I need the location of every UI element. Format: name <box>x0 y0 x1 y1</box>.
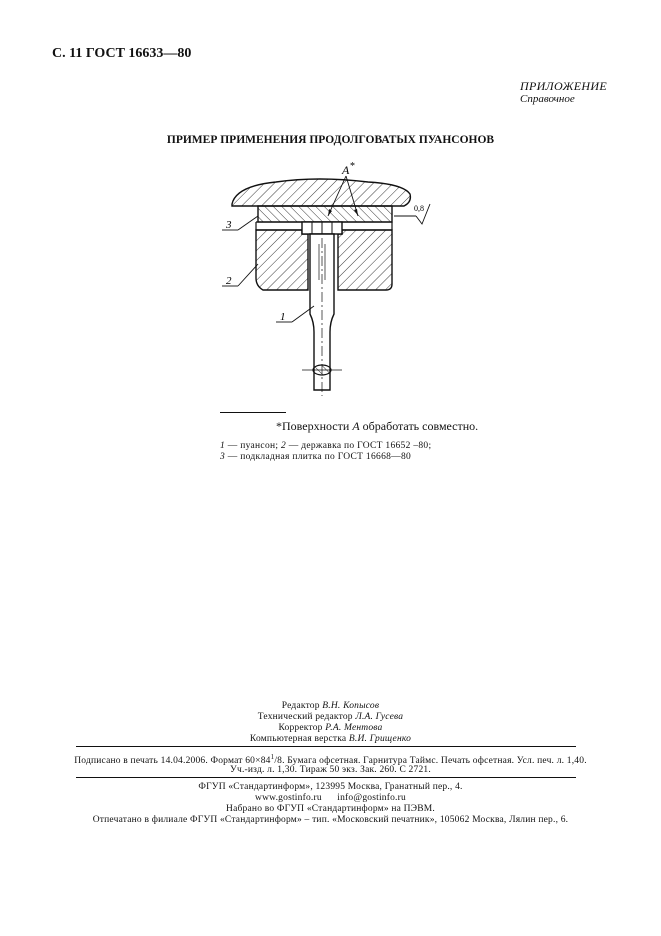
footnote-rule <box>220 412 286 413</box>
holder-2-right <box>338 230 392 290</box>
imprint-signed-2: Уч.-изд. л. 1,30. Тираж 50 экз. Зак. 260. С 2721. <box>230 765 431 775</box>
appendix-label: ПРИЛОЖЕНИЕ <box>520 79 607 93</box>
label-1: 1 <box>280 311 286 323</box>
imprint-rule-2 <box>76 777 576 778</box>
label-a-star: * <box>350 161 355 172</box>
label-3: 3 <box>226 219 232 231</box>
website-link[interactable]: www.gostinfo.ru <box>255 793 322 803</box>
holder-2 <box>256 230 308 290</box>
backing-plate-3 <box>258 206 392 222</box>
email-link[interactable]: info@gostinfo.ru <box>337 793 406 803</box>
imprint-printed: Отпечатано в филиале ФГУП «Стандартинформ» – тип. «Московский печатник», 105062 Москва, Лялин пер., 6. <box>92 815 569 825</box>
legend-line-2: 3 — подкладная плитка по ГОСТ 16668—80 <box>220 452 412 462</box>
imprint-corrector: Корректор Р.А. Ментова <box>278 723 383 733</box>
roughness-value: 0,8 <box>414 204 424 213</box>
imprint-editor: Редактор В.Н. Копысов <box>281 701 380 711</box>
imprint-publisher: ФГУП «Стандартинформ», 123995 Москва, Гранатный пер., 4. <box>198 782 463 792</box>
imprint-rule-1 <box>76 746 576 747</box>
footnote: *Поверхности А обработать совместно. <box>276 419 479 433</box>
punch-assembly-drawing <box>218 160 424 400</box>
imprint-typeset: Набрано во ФГУП «Стандартинформ» на ПЭВМ. <box>226 804 435 814</box>
label-2: 2 <box>226 275 232 287</box>
imprint-contacts <box>0 793 661 803</box>
appendix-kind: Справочное <box>520 93 575 105</box>
legend-line-1: 1 — пуансон; 2 — державка по ГОСТ 16652 –80; <box>220 441 432 451</box>
imprint-signed: Подписано в печать 14.04.2006. Формат $60\times 84^1/8$. Бумага офсетная. Гарнитура Таймс. Печать офсетная. Усл. печ. л. 1,40. <box>74 753 587 767</box>
imprint-layout: Компьютерная верстка В.И. Грищенко <box>249 734 412 744</box>
page-header: С. 11 ГОСТ 16633—80 <box>52 46 192 61</box>
top-plate <box>232 179 410 206</box>
imprint-tech-editor: Технический редактор Л.А. Гусева <box>257 712 404 722</box>
section-title: ПРИМЕР ПРИМЕНЕНИЯ ПРОДОЛГОВАТЫХ ПУАНСОНОВ <box>166 134 495 146</box>
label-a: А <box>342 163 350 177</box>
